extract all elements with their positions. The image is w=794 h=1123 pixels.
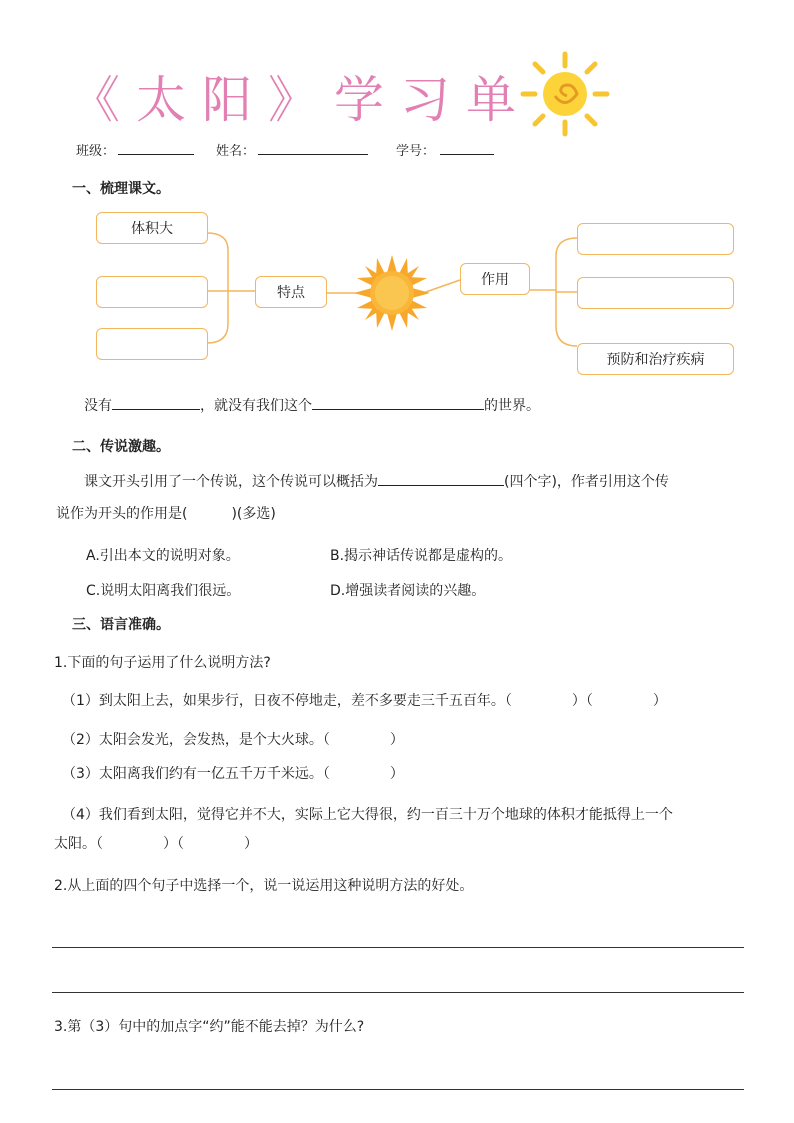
sentence-3-close: ） — [389, 766, 404, 782]
sentence-4-separator: ）（ — [163, 836, 184, 852]
answer-line-1[interactable] — [52, 947, 744, 948]
question-3: 3.第（3）句中的加点字“约”能不能去掉？为什么? — [54, 1019, 365, 1035]
sun-icon — [515, 50, 615, 144]
sentence-1-separator: ）（ — [571, 693, 593, 709]
class-field[interactable] — [118, 142, 194, 155]
question-2: 2.从上面的四个句子中选择一个，说一说运用这种说明方法的好处。 — [54, 878, 474, 894]
sentence-4-line-1: （4）我们看到太阳，觉得它并不大，实际上它大得很，约一百三十万个地球的体积才能抵得上一个 — [62, 807, 673, 823]
legend-text-c: 说作为开头的作用是( — [56, 506, 188, 522]
answer-line-3[interactable] — [52, 1089, 744, 1090]
sentence-3: （3）太阳离我们约有一亿五千万千米远。（ — [62, 766, 330, 782]
functions-node: 作用 — [460, 263, 530, 295]
fill-sentence-part-1: 没有 — [84, 398, 112, 414]
sentence-4-close: ） — [244, 836, 258, 852]
section-2-heading: 二、传说激趣。 — [72, 439, 170, 455]
function-box-3[interactable]: 预防和治疗疾病 — [577, 343, 734, 375]
sentence-2-close: ） — [389, 732, 404, 748]
sentence-2: （2）太阳会发光，会发热，是个大火球。（ — [62, 732, 330, 748]
question-1: 1.下面的句子运用了什么说明方法? — [54, 655, 271, 671]
function-box-2[interactable] — [577, 277, 734, 309]
feature-box-2[interactable] — [96, 276, 208, 308]
class-label: 班级： — [76, 144, 116, 159]
sentence-1: （1）到太阳上去，如果步行，日夜不停地走，差不多要走三千五百年。（ — [62, 693, 512, 709]
sun-center-icon — [352, 253, 432, 337]
section-1-heading: 一、梳理课文。 — [72, 181, 170, 197]
id-field[interactable] — [440, 142, 494, 155]
sentence-1-close: ） — [652, 693, 667, 709]
option-a[interactable]: A.引出本文的说明对象。 — [86, 548, 240, 564]
legend-text-a: 课文开头引用了一个传说，这个传说可以概括为 — [84, 474, 378, 490]
option-b[interactable]: B.揭示神话传说都是虚构的。 — [330, 548, 513, 564]
answer-line-2[interactable] — [52, 992, 744, 993]
section-3-heading: 三、语言准确。 — [72, 617, 170, 633]
sentence-4-line-2: 太阳。（ — [54, 836, 103, 852]
option-c[interactable]: C.说明太阳离我们很远。 — [86, 583, 241, 599]
fill-sentence-part-3: 的世界。 — [484, 398, 540, 414]
four-char-blank[interactable] — [378, 473, 504, 486]
feature-box-1[interactable]: 体积大 — [96, 212, 208, 244]
legend-text-d: )(多选) — [231, 506, 276, 522]
id-label: 学号： — [396, 144, 436, 159]
name-field[interactable] — [258, 142, 368, 155]
name-label: 姓名： — [216, 144, 256, 159]
fill-sentence-part-2: ，就没有我们这个 — [200, 398, 312, 414]
option-d[interactable]: D.增强读者阅读的兴趣。 — [330, 583, 486, 599]
page-title: 《太阳》学习单 — [70, 71, 532, 129]
legend-text-b: (四个字)，作者引用这个传 — [504, 474, 669, 490]
fill-blank-1[interactable] — [112, 397, 200, 410]
feature-box-3[interactable] — [96, 328, 208, 360]
features-node: 特点 — [255, 276, 327, 308]
fill-blank-2[interactable] — [312, 397, 484, 410]
function-box-1[interactable] — [577, 223, 734, 255]
